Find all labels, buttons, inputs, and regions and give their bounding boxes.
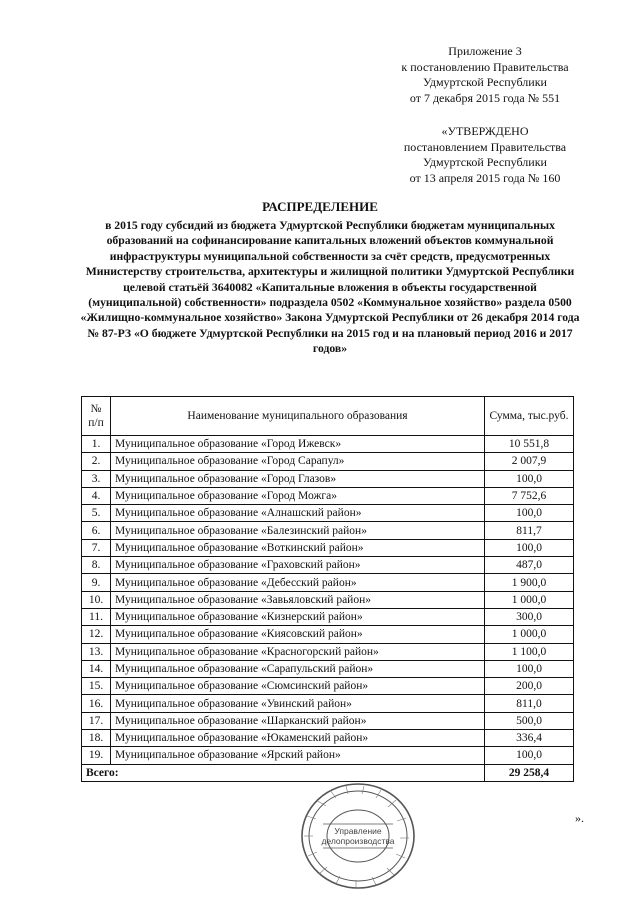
table-header-row (82, 397, 574, 436)
row-sum: 1 000,0 (485, 591, 574, 608)
table-row (82, 643, 574, 660)
approval-line-3: Удмуртской Республики (423, 155, 547, 169)
row-number: 14. (82, 660, 111, 677)
row-number: 13. (82, 643, 111, 660)
table-row (82, 678, 574, 695)
row-number: 1. (82, 436, 111, 453)
table-row (82, 436, 574, 453)
row-name: Муниципальное образование «Завьяловский район» (111, 591, 485, 608)
appendix-line-3: Удмуртской Республики (423, 75, 547, 89)
row-name: Муниципальное образование «Город Ижевск» (111, 436, 485, 453)
row-number: 17. (82, 712, 111, 729)
total-label: Всего: (82, 764, 485, 781)
row-number: 12. (82, 626, 111, 643)
row-name: Муниципальное образование «Красногорский район» (111, 643, 485, 660)
row-sum: 811,0 (485, 695, 574, 712)
table-row (82, 522, 574, 539)
table-row (82, 539, 574, 556)
table-row (82, 730, 574, 747)
row-name: Муниципальное образование «Сюмсинский район» (111, 678, 485, 695)
closing-quote-mark: ». (575, 811, 584, 825)
row-name: Муниципальное образование «Сарапульский район» (111, 660, 485, 677)
table-row (82, 505, 574, 522)
approval-line-4: от 13 апреля 2015 года № 160 (409, 170, 561, 185)
row-sum: 100,0 (485, 747, 574, 764)
table-row (82, 695, 574, 712)
row-number: 8. (82, 557, 111, 574)
row-name: Муниципальное образование «Воткинский район» (111, 539, 485, 556)
row-number: 18. (82, 730, 111, 747)
row-sum: 100,0 (485, 505, 574, 522)
row-number: 2. (82, 453, 111, 470)
row-sum: 100,0 (485, 470, 574, 487)
seal-text-line-2: делопроизводства (321, 836, 395, 846)
seal-text-line-1: Управление (334, 826, 382, 836)
row-number: 5. (82, 505, 111, 522)
seal-graphic (286, 778, 416, 898)
row-number: 7. (82, 539, 111, 556)
approval-line-1: «УТВЕРЖДЕНО (441, 124, 529, 138)
distribution-table (81, 396, 574, 782)
row-name: Муниципальное образование «Дебесский район» (111, 574, 485, 591)
office-seal-stamp (286, 778, 416, 898)
row-name: Муниципальное образование «Кизнерский район» (111, 608, 485, 625)
row-name: Муниципальное образование «Ярский район» (111, 747, 485, 764)
approval-line-2: постановлением Правительства (403, 139, 567, 154)
row-name: Муниципальное образование «Юкаменский район» (111, 730, 485, 747)
header-sum: Сумма, тыс.руб. (485, 397, 574, 436)
approval-block (385, 124, 585, 186)
document-title: РАСПРЕДЕЛЕНИЕ (262, 199, 378, 214)
row-number: 9. (82, 574, 111, 591)
header-name: Наименование муниципального образования (111, 397, 485, 436)
row-sum: 811,7 (485, 522, 574, 539)
row-name: Муниципальное образование «Увинский район» (111, 695, 485, 712)
row-number: 15. (82, 678, 111, 695)
row-name: Муниципальное образование «Город Глазов» (111, 470, 485, 487)
row-sum: 500,0 (485, 712, 574, 729)
appendix-line-4: от 7 декабря 2015 года № 551 (409, 90, 561, 105)
header-number: № п/п (82, 397, 111, 436)
table-row (82, 626, 574, 643)
row-sum: 100,0 (485, 539, 574, 556)
table-body (82, 436, 574, 765)
row-number: 11. (82, 608, 111, 625)
row-number: 3. (82, 470, 111, 487)
row-name: Муниципальное образование «Город Сарапул» (111, 453, 485, 470)
appendix-block (385, 44, 585, 106)
row-name: Муниципальное образование «Алнашский район» (111, 505, 485, 522)
row-name: Муниципальное образование «Шарканский район» (111, 712, 485, 729)
table-row (82, 453, 574, 470)
table-row (82, 487, 574, 504)
appendix-line-1: Приложение 3 (448, 44, 522, 58)
table-row (82, 660, 574, 677)
document-subtitle: в 2015 году субсидий из бюджета Удмуртской Республики бюджетам муниципальных образований на софинансирование капитальных вложений объектов коммунальной инфраструктуры муниципальной собственности за счёт средств, предусмотренных Министерству строительства, архитектуры и жилищной политики Удмуртской Республики целевой статьёй 3640082 «Капитальные вложения в объекты государственной (муниципальной) собственности» подраздела 0502 «Коммунальное хозяйство» раздела 0500 «Жилищно-коммунальное хозяйство» Закона Удмуртской Республики от 26 декабря 2014 года № 87-РЗ «О бюджете Удмуртской Республики на 2015 год и на плановый период 2016 и 2017 годов» (80, 219, 580, 356)
row-number: 10. (82, 591, 111, 608)
row-sum: 100,0 (485, 660, 574, 677)
table-row (82, 608, 574, 625)
row-sum: 336,4 (485, 730, 574, 747)
row-sum: 1 000,0 (485, 626, 574, 643)
row-sum: 10 551,8 (485, 436, 574, 453)
row-name: Муниципальное образование «Балезинский район» (111, 522, 485, 539)
row-number: 16. (82, 695, 111, 712)
table-row (82, 591, 574, 608)
row-sum: 300,0 (485, 608, 574, 625)
table-row (82, 574, 574, 591)
table-row (82, 747, 574, 764)
row-name: Муниципальное образование «Город Можга» (111, 487, 485, 504)
row-sum: 200,0 (485, 678, 574, 695)
row-sum: 1 900,0 (485, 574, 574, 591)
table-row (82, 712, 574, 729)
appendix-line-2: к постановлению Правительства (401, 59, 569, 74)
total-sum: 29 258,4 (485, 764, 574, 781)
row-sum: 1 100,0 (485, 643, 574, 660)
row-number: 4. (82, 487, 111, 504)
row-sum: 2 007,9 (485, 453, 574, 470)
row-number: 19. (82, 747, 111, 764)
row-sum: 7 752,6 (485, 487, 574, 504)
table-row (82, 470, 574, 487)
row-name: Муниципальное образование «Киясовский район» (111, 626, 485, 643)
row-sum: 487,0 (485, 557, 574, 574)
row-number: 6. (82, 522, 111, 539)
row-name: Муниципальное образование «Граховский район» (111, 557, 485, 574)
table-row (82, 557, 574, 574)
